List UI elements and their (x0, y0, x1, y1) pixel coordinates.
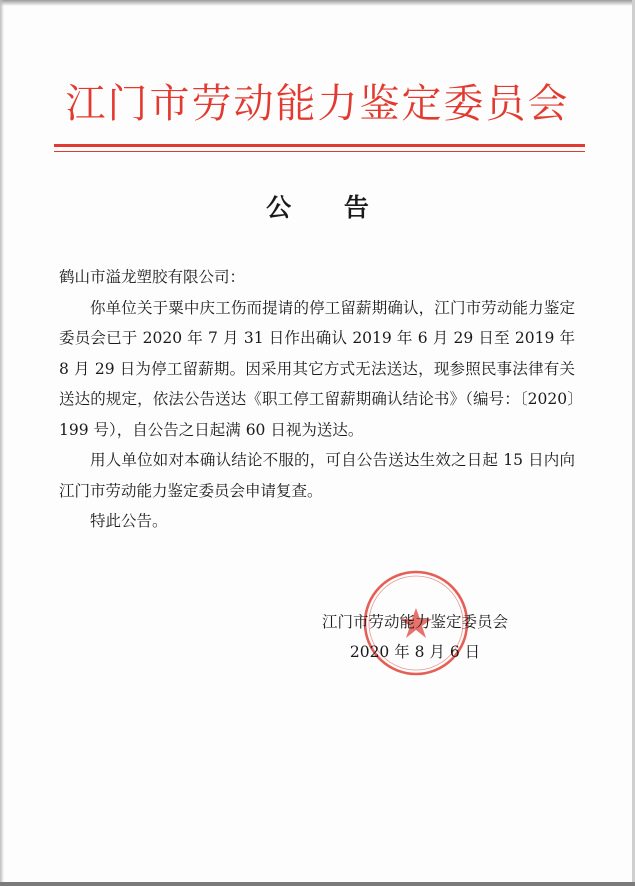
header-rule-thick (54, 144, 585, 147)
addressee: 鹤山市溢龙塑胶有限公司： (59, 268, 246, 286)
paragraph-closing: 特此公告。 (90, 512, 168, 530)
header-rule-thin (54, 151, 585, 152)
document-title: 公 告 (266, 193, 391, 222)
issue-date: 2020 年 8 月 6 日 (349, 643, 481, 661)
signature-block (300, 607, 530, 667)
scan-edge-left (0, 0, 4, 886)
issuer-name: 江门市劳动能力鉴定委员会 (321, 613, 508, 631)
scan-edge-bottom (0, 882, 635, 886)
paragraph-appeal: 用人单位如对本确认结论不服的，可自公告送达生效之日起 15 日内向江门市劳动能力鉴定委员会申请复查。 (59, 451, 575, 500)
paragraph-main: 你单位关于粟中庆工伤而提请的停工留薪期确认，江门市劳动能力鉴定委员会已于 2020 年 7 月 31 日作出确认 2019 年 6 月 29 日至 2019 年 8 月 29 日为停工留薪期。因采用其它方式无法送达，现参照民事法律有关送达的规定，依法公告送达《职工停工留薪期确认结论书》（编号：〔2020〕199 号），自公告之日起满 60 日视为送达。 (59, 298, 575, 439)
scan-edge-top (0, 0, 635, 6)
notice-body (59, 262, 575, 537)
agency-header: 江门市劳动能力鉴定委员会 (65, 81, 570, 127)
